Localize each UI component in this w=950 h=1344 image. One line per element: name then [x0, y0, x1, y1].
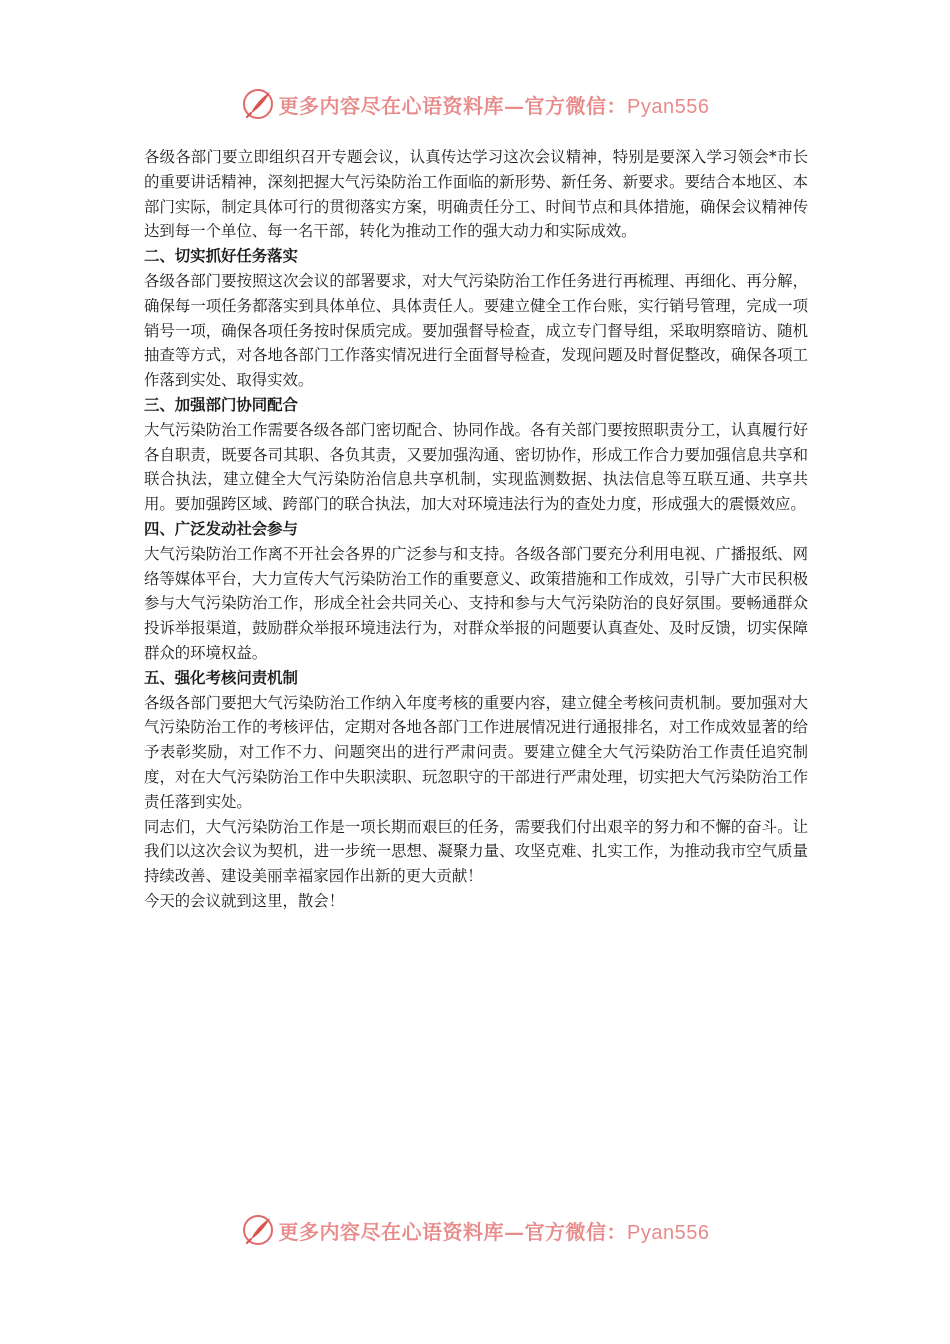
banner-text	[279, 90, 710, 119]
final-line: 今天的会议就到这里，散会！	[144, 891, 345, 910]
intro-paragraph: 各级各部门要立即组织召开专题会议，认真传达学习这次会议精神，特别是要深入学习领会*市长的重要讲话精神，深刻把握大气污染防治工作面临的新形势、新任务、新要求。要结合本地区、本部门实际，制定具体可行的贯彻落实方案，明确责任分工、时间节点和具体措施，确保会议精神传达到每一个单位、每一名干部，转化为推动工作的强大动力和实际成效。	[144, 148, 808, 241]
wechat-id: Pyan556	[627, 95, 710, 118]
section-heading: 五、强化考核问责机制	[144, 668, 298, 687]
quill-pen-logo-icon	[241, 1213, 275, 1247]
banner-label: 更多内容尽在心语资料库—官方微信：	[278, 1219, 628, 1244]
section-heading: 三、加强部门协同配合	[144, 395, 298, 414]
section-paragraph: 各级各部门要把大气污染防治工作纳入年度考核的重要内容，建立健全考核问责机制。要加强对大气污染防治工作的考核评估，定期对各地各部门工作进展情况进行通报排名，对工作成效显著的给予表彰奖励，对工作不力、问题突出的进行严肃问责。要建立健全大气污染防治工作责任追究制度，对在大气污染防治工作中失职渎职、玩忽职守的干部进行严肃处理，切实把大气污染防治工作责任落到实处。	[144, 693, 808, 811]
section-paragraph: 大气污染防治工作需要各级各部门密切配合、协同作战。各有关部门要按照职责分工，认真履行好各自职责，既要各司其职、各负其责，又要加强沟通、密切协作，形成工作合力要加强信息共享和联合执法，建立健全大气污染防治信息共享机制，实现监测数据、执法信息等互联互通、共享共用。要加强跨区域、跨部门的联合执法，加大对环境违法行为的查处力度，形成强大的震慑效应。	[144, 420, 808, 514]
closing-paragraph: 同志们，大气污染防治工作是一项长期而艰巨的任务，需要我们付出艰辛的努力和不懈的奋斗。让我们以这次会议为契机，进一步统一思想、凝聚力量、攻坚克难、扎实工作，为推动我市空气质量持续改善、建设美丽幸福家园作出新的更大贡献！	[144, 817, 808, 886]
header-banner	[0, 84, 950, 124]
section-paragraph: 大气污染防治工作离不开社会各界的广泛参与和支持。各级各部门要充分利用电视、广播报纸、网络等媒体平台，大力宣传大气污染防治工作的重要意义、政策措施和工作成效，引导广大市民积极参与大气污染防治工作，形成全社会共同关心、支持和参与大气污染防治的良好氛围。要畅通群众投诉举报渠道，鼓励群众举报环境违法行为，对群众举报的问题要认真查处、及时反馈，切实保障群众的环境权益。	[144, 544, 808, 662]
footer-banner	[0, 1210, 950, 1250]
section-heading: 二、切实抓好任务落实	[144, 247, 298, 266]
document-body	[144, 145, 808, 914]
section-paragraph: 各级各部门要按照这次会议的部署要求，对大气污染防治工作任务进行再梳理、再细化、再分解，确保每一项任务都落实到具体单位、具体责任人。要建立健全工作台账，实行销号管理，完成一项销号一项，确保各项任务按时保质完成。要加强督导检查，成立专门督导组，采取明察暗访、随机抽查等方式，对各地各部门工作落实情况进行全面督导检查，发现问题及时督促整改，确保各项工作落到实处、取得实效。	[144, 271, 808, 390]
banner-label: 更多内容尽在心语资料库—官方微信：	[278, 93, 628, 118]
wechat-id: Pyan556	[627, 1221, 710, 1244]
section-heading: 四、广泛发动社会参与	[144, 519, 298, 538]
quill-pen-logo-icon	[241, 87, 275, 121]
banner-text	[279, 1216, 710, 1245]
